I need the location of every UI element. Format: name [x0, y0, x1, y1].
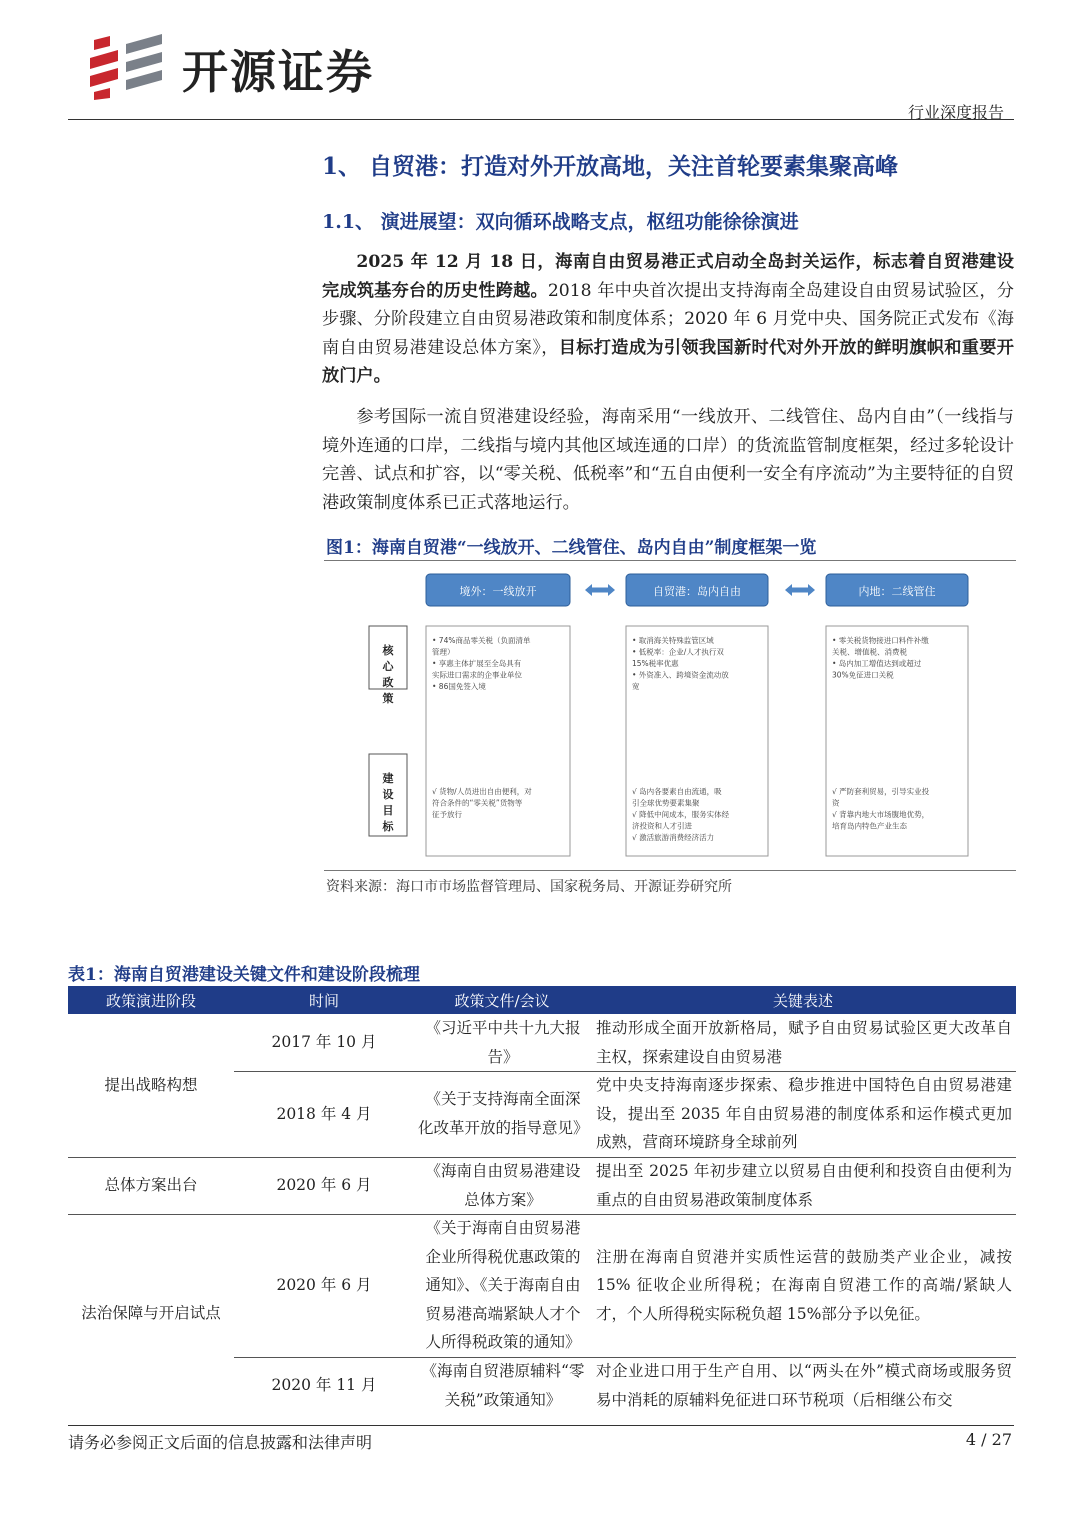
table-header-statement: 关键表述 — [590, 986, 1016, 1014]
goal-line: 济投资和人才引进 — [632, 821, 692, 831]
goal-line: √ 货物/人员进出自由便利，对 — [432, 787, 532, 796]
policy-line: • 岛内加工增值达到或超过 — [832, 659, 922, 668]
stage-cell: 法治保障与开启试点 — [81, 1304, 221, 1323]
section-heading: 1、 自贸港：打造对外开放高地，关注首轮要素集聚高峰 — [322, 153, 899, 180]
goal-line: 资 — [832, 798, 840, 808]
stage-cell: 总体方案出台 — [104, 1176, 198, 1195]
policy-line: 管理） — [432, 647, 455, 657]
figure-source: 资料来源：海口市市场监督管理局、国家税务局、开源证券研究所 — [326, 879, 732, 895]
row-label-char: 标 — [382, 820, 394, 833]
time-cell: 2020 年 6 月 — [276, 1176, 372, 1195]
row-label-char: 建 — [382, 772, 394, 785]
row-label-char: 策 — [382, 692, 394, 705]
row-label-char: 目 — [382, 804, 394, 817]
goal-line: 征予放行 — [432, 810, 462, 819]
row-divider — [234, 1357, 1016, 1358]
policy-line: 15%税率优惠 — [632, 659, 679, 668]
footer-divider — [68, 1425, 1014, 1426]
paragraph-1-bold: 2025 年 12 月 18 日，海南自由贸易港正式启动全岛封关运作，标志着自贸港建设完成筑基夯台的历史性跨越。 — [322, 252, 1014, 301]
figure-title: 图1：海南自贸港“一线放开、二线管住、岛内自由”制度框架一览 — [326, 538, 817, 558]
policy-line: 30%免征进口关税 — [832, 670, 894, 680]
document-cell: 《关于海南自由贸易港企业所得税优惠政策的通知》、《关于海南自由贸易港高端紧缺人才个人所得税政策的通知》 — [425, 1219, 581, 1352]
row-label-char: 设 — [382, 788, 394, 801]
document-cell: 《海南自贸港原辅料“零关税”政策通知》 — [421, 1361, 585, 1409]
goal-line: √ 岛内各要素自由流通，吸 — [632, 787, 722, 796]
time-cell: 2020 年 6 月 — [276, 1276, 372, 1295]
row-divider — [234, 1071, 1016, 1072]
table-header-document: 政策文件/会议 — [414, 986, 590, 1014]
goal-line: 符合条件的“零关税”货物等 — [432, 798, 523, 808]
goal-line: √ 降低中间成本，服务实体经 — [632, 810, 730, 819]
policy-line: 宽 — [632, 682, 640, 691]
statement-cell: 提出至 2025 年初步建立以贸易自由便利和投资自由便利为重点的自由贸易港政策制度体系 — [596, 1161, 1012, 1209]
table-header-time: 时间 — [234, 986, 414, 1014]
goal-line: 引全球优势要素集聚 — [632, 798, 700, 808]
row-label-char: 核 — [382, 644, 394, 657]
top-box-label: 境外：一线放开 — [459, 585, 537, 598]
policy-line: 实际进口需求的企事业单位 — [432, 670, 522, 680]
row-label-char: 政 — [382, 676, 394, 689]
disclaimer-text: 请务必参阅正文后面的信息披露和法律声明 — [68, 1433, 373, 1452]
statement-cell: 党中央支持海南逐步探索、稳步推进中国特色自由贸易港建设，提出至 2035 年自由贸易港的制度体系和运作模式更加成熟，营商环境跻身全球前列 — [596, 1076, 1012, 1152]
policy-line: • 低税率：企业/人才执行双 — [632, 647, 724, 657]
logo-mark-icon — [88, 34, 168, 100]
document-cell: 《习近平中共十九大报告》 — [425, 1018, 581, 1066]
paragraph-1 — [322, 248, 1014, 391]
table-header-stage: 政策演进阶段 — [68, 986, 234, 1014]
policy-line: • 86国免签入境 — [432, 682, 486, 691]
statement-cell: 对企业进口用于生产自用、以“两头在外”模式商场或服务贸易中消耗的原辅料免征进口环节税项（后相继公布交 — [596, 1361, 1012, 1409]
document-cell: 《海南自由贸易港建设总体方案》 — [425, 1161, 581, 1209]
top-box-label: 自贸港：岛内自由 — [653, 585, 741, 598]
table-title: 表1：海南自贸港建设关键文件和建设阶段梳理 — [68, 965, 420, 985]
top-box-label: 内地：二线管住 — [858, 585, 936, 598]
goal-line: √ 背靠内地大市场腹地优势， — [832, 810, 930, 819]
paragraph-2: 参考国际一流自贸港建设经验，海南采用“一线放开、二线管住、岛内自由”（一线指与境外连通的口岸，二线指与境内其他区域连通的口岸）的货流监管制度框架，经过多轮设计完善、试点和扩容，以“零关税、低税率”和“五自由便利一安全有序流动”为主要特征的自贸港政策制度体系已正式落地运行。 — [322, 407, 1014, 513]
page-number: 4 / 27 — [965, 1430, 1012, 1449]
figure-bottom-rule — [324, 870, 1016, 871]
policy-line: 关税、增值税、消费税 — [832, 647, 907, 657]
goal-line: √ 激活旅游消费经济活力 — [632, 833, 715, 842]
double-arrow-icon — [785, 584, 815, 596]
policy-line: • 享惠主体扩展至全岛具有 — [432, 659, 522, 668]
policy-line: • 74%商品零关税（负面清单 — [432, 636, 531, 645]
time-cell: 2018 年 4 月 — [276, 1104, 372, 1123]
stage-cell: 提出战略构想 — [104, 1076, 198, 1095]
goal-line: √ 严防套利贸易，引导实业投 — [832, 787, 930, 796]
goal-line: 培育岛内特色产业生态 — [832, 821, 907, 831]
row-label-char: 心 — [382, 660, 394, 673]
policy-line: • 零关税货物接进口料件补缴 — [832, 636, 929, 645]
statement-cell: 推动形成全面开放新格局，赋予自由贸易试验区更大改革自主权，探索建设自由贸易港 — [596, 1018, 1012, 1066]
row-divider — [68, 1157, 1016, 1158]
time-cell: 2017 年 10 月 — [271, 1033, 377, 1052]
policy-line: • 取消海关特殊监管区域 — [632, 636, 714, 645]
time-cell: 2020 年 11 月 — [271, 1376, 377, 1395]
subsection-heading: 1.1、 演进展望：双向循环战略支点，枢纽功能徐徐演进 — [322, 211, 799, 233]
row-divider — [68, 1214, 1016, 1215]
logo-text: 开源证券 — [182, 45, 374, 99]
policy-table — [68, 986, 1016, 1413]
double-arrow-icon — [585, 584, 615, 596]
framework-diagram — [324, 561, 1016, 870]
paragraph-1-bold-2: 目标打造成为引领我国新时代对外开放的鲜明旗帜和重要开放门户。 — [322, 337, 1014, 386]
statement-cell: 注册在海南自贸港并实质性运营的鼓励类产业企业，减按 15% 征收企业所得税；在海南自贸港工作的高端/紧缺人才，个人所得税实际税负超 15%部分予以免征。 — [596, 1247, 1012, 1323]
report-type-label: 行业深度报告 — [907, 103, 1004, 122]
document-cell: 《关于支持海南全面深化改革开放的指导意见》 — [418, 1090, 589, 1137]
company-logo — [88, 32, 418, 102]
paragraph-1-text: 2018 年中央首次提出支持海南全岛建设自由贸易试验区，分步骤、分阶段建立自由贸易港政策和制度体系；2020 年 6 月党中央、国务院正式发布《海南自由贸易港建设总体方案》， — [322, 280, 1014, 358]
policy-line: • 外资准入、跨境资金流动放 — [632, 670, 729, 680]
header-divider — [68, 119, 1014, 120]
